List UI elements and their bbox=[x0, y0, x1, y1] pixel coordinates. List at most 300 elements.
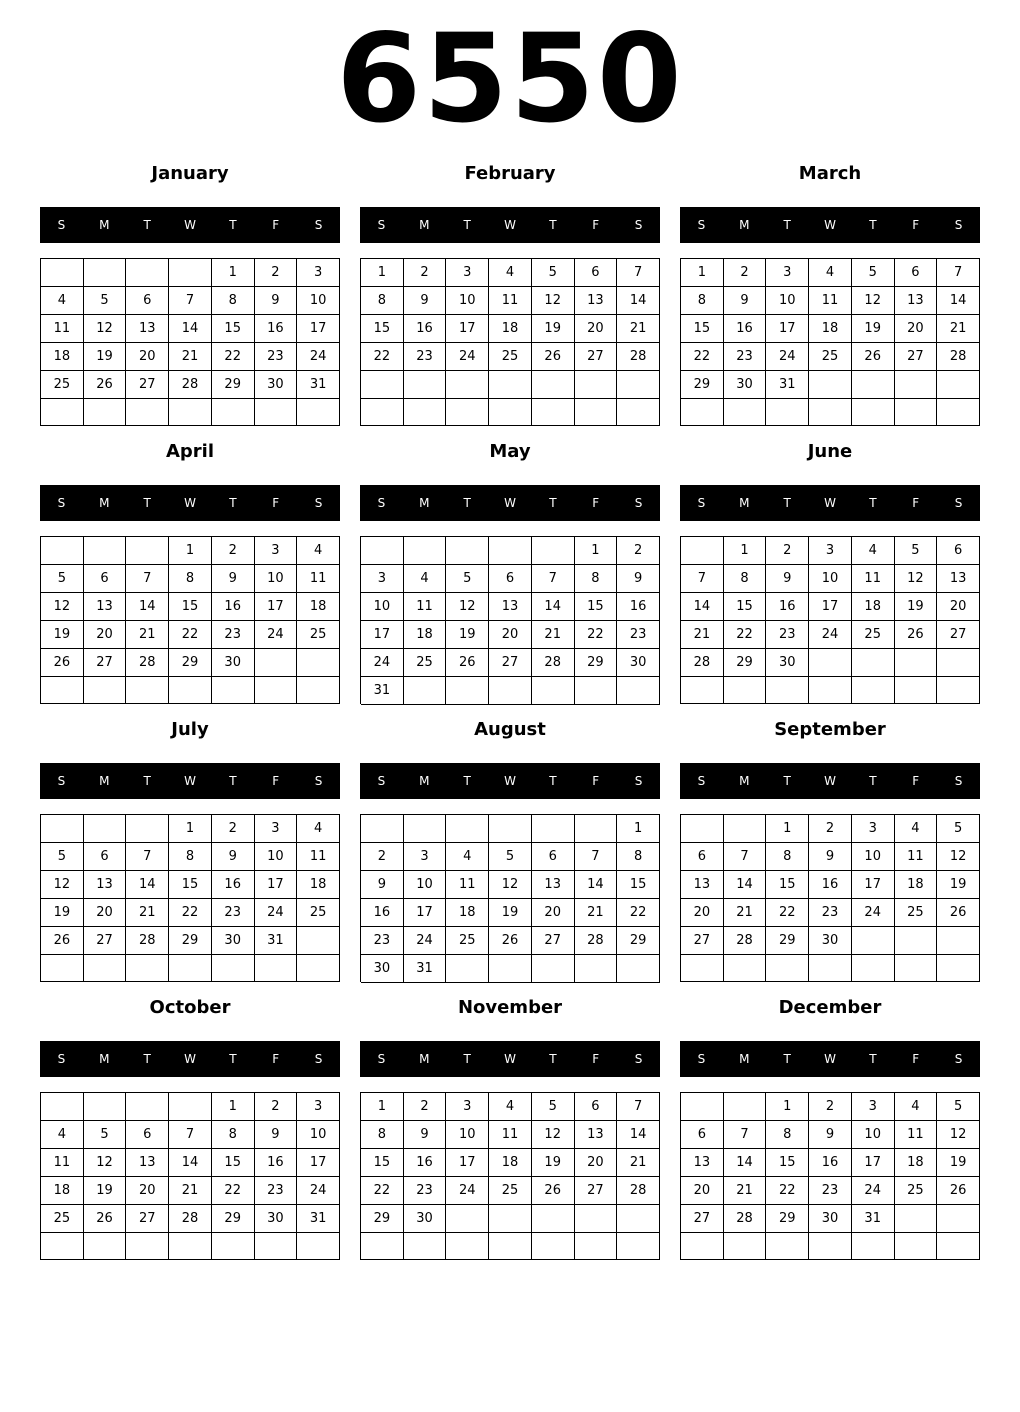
month-name: January bbox=[151, 163, 229, 184]
day-cell bbox=[575, 677, 618, 705]
month-name: March bbox=[798, 163, 862, 184]
day-cell: 1 bbox=[724, 537, 767, 565]
day-cell: 26 bbox=[895, 621, 938, 649]
weekday-label: S bbox=[954, 774, 963, 788]
weekday-label: T bbox=[869, 774, 877, 788]
day-cell: 11 bbox=[895, 843, 938, 871]
day-cell bbox=[361, 399, 404, 427]
weekday-label: T bbox=[229, 496, 237, 510]
day-cell: 23 bbox=[255, 343, 298, 371]
day-grid bbox=[680, 814, 980, 982]
day-cell: 1 bbox=[617, 815, 660, 843]
day-cell bbox=[255, 677, 298, 704]
month-name: December bbox=[778, 997, 882, 1018]
weekday-label: F bbox=[912, 496, 920, 510]
weekday-label: S bbox=[634, 496, 643, 510]
day-grid bbox=[680, 258, 980, 426]
day-cell: 20 bbox=[84, 621, 127, 649]
day-cell: 27 bbox=[126, 371, 169, 399]
day-cell: 5 bbox=[937, 1093, 980, 1121]
day-cell: 26 bbox=[41, 927, 84, 955]
day-cell bbox=[724, 399, 767, 426]
weekday-label: M bbox=[739, 496, 750, 510]
day-cell: 20 bbox=[937, 593, 980, 621]
weekday-label: M bbox=[99, 496, 110, 510]
day-cell: 16 bbox=[361, 899, 404, 927]
day-cell: 20 bbox=[532, 899, 575, 927]
weekday-label: W bbox=[184, 1052, 196, 1066]
year-title: 6550 bbox=[336, 8, 684, 150]
day-cell bbox=[681, 955, 724, 982]
day-cell: 18 bbox=[41, 1177, 84, 1205]
day-cell: 11 bbox=[446, 871, 489, 899]
day-cell: 29 bbox=[361, 1205, 404, 1233]
day-cell: 3 bbox=[446, 259, 489, 287]
day-cell: 13 bbox=[84, 871, 127, 899]
day-cell: 23 bbox=[404, 343, 447, 371]
weekday-label: F bbox=[912, 218, 920, 232]
day-cell bbox=[489, 677, 532, 705]
weekday-label: M bbox=[99, 774, 110, 788]
day-cell bbox=[446, 399, 489, 427]
weekday-label: T bbox=[549, 774, 557, 788]
day-cell: 31 bbox=[297, 371, 340, 399]
day-cell bbox=[681, 677, 724, 704]
day-cell: 25 bbox=[41, 371, 84, 399]
day-cell: 14 bbox=[126, 871, 169, 899]
day-cell: 21 bbox=[575, 899, 618, 927]
day-cell bbox=[852, 371, 895, 399]
day-cell: 26 bbox=[41, 649, 84, 677]
day-cell: 16 bbox=[809, 1149, 852, 1177]
weekday-label: S bbox=[634, 774, 643, 788]
day-cell: 29 bbox=[575, 649, 618, 677]
day-cell: 10 bbox=[361, 593, 404, 621]
day-cell: 9 bbox=[361, 871, 404, 899]
day-cell: 29 bbox=[212, 371, 255, 399]
day-cell: 25 bbox=[297, 899, 340, 927]
day-cell: 3 bbox=[766, 259, 809, 287]
day-cell: 23 bbox=[212, 621, 255, 649]
day-cell: 22 bbox=[361, 1177, 404, 1205]
day-cell: 8 bbox=[361, 287, 404, 315]
day-cell: 3 bbox=[361, 565, 404, 593]
day-cell: 19 bbox=[489, 899, 532, 927]
day-cell: 14 bbox=[126, 593, 169, 621]
day-cell: 9 bbox=[212, 565, 255, 593]
day-cell bbox=[169, 399, 212, 426]
day-cell: 12 bbox=[532, 1121, 575, 1149]
day-cell: 2 bbox=[255, 1093, 298, 1121]
day-cell bbox=[446, 815, 489, 843]
day-cell bbox=[809, 1233, 852, 1260]
day-cell: 14 bbox=[617, 287, 660, 315]
day-cell bbox=[724, 1233, 767, 1260]
day-cell: 19 bbox=[895, 593, 938, 621]
day-cell: 25 bbox=[489, 1177, 532, 1205]
day-cell: 30 bbox=[617, 649, 660, 677]
day-cell bbox=[297, 677, 340, 704]
day-cell: 27 bbox=[84, 649, 127, 677]
weekday-label: F bbox=[272, 218, 280, 232]
day-cell bbox=[766, 677, 809, 704]
weekday-label: S bbox=[697, 1052, 706, 1066]
day-cell: 9 bbox=[809, 843, 852, 871]
day-cell: 19 bbox=[446, 621, 489, 649]
day-cell: 5 bbox=[41, 843, 84, 871]
day-cell bbox=[532, 399, 575, 427]
month-november bbox=[360, 998, 660, 1260]
day-cell: 13 bbox=[489, 593, 532, 621]
day-cell: 24 bbox=[852, 1177, 895, 1205]
day-cell: 16 bbox=[212, 871, 255, 899]
weekday-header bbox=[360, 763, 660, 799]
day-cell: 14 bbox=[937, 287, 980, 315]
day-cell: 19 bbox=[84, 343, 127, 371]
day-cell bbox=[169, 1093, 212, 1121]
day-cell bbox=[681, 815, 724, 843]
day-cell: 26 bbox=[852, 343, 895, 371]
day-cell: 11 bbox=[489, 1121, 532, 1149]
day-cell bbox=[212, 955, 255, 982]
day-cell: 1 bbox=[575, 537, 618, 565]
day-cell: 10 bbox=[255, 843, 298, 871]
day-cell: 24 bbox=[809, 621, 852, 649]
day-cell bbox=[895, 399, 938, 426]
day-cell: 11 bbox=[297, 565, 340, 593]
day-cell bbox=[404, 399, 447, 427]
month-name: July bbox=[171, 719, 209, 740]
day-cell: 7 bbox=[575, 843, 618, 871]
weekday-label: T bbox=[463, 496, 471, 510]
day-cell: 5 bbox=[84, 287, 127, 315]
weekday-label: S bbox=[954, 496, 963, 510]
day-cell: 23 bbox=[255, 1177, 298, 1205]
day-cell: 3 bbox=[852, 815, 895, 843]
day-cell: 13 bbox=[681, 871, 724, 899]
day-cell: 22 bbox=[724, 621, 767, 649]
day-cell bbox=[937, 927, 980, 955]
day-cell bbox=[41, 815, 84, 843]
day-cell bbox=[809, 955, 852, 982]
day-cell: 18 bbox=[41, 343, 84, 371]
day-cell: 18 bbox=[297, 871, 340, 899]
day-cell bbox=[895, 927, 938, 955]
weekday-label: W bbox=[824, 496, 836, 510]
day-cell: 9 bbox=[255, 1121, 298, 1149]
day-cell: 6 bbox=[575, 1093, 618, 1121]
day-cell: 16 bbox=[724, 315, 767, 343]
day-cell: 17 bbox=[446, 1149, 489, 1177]
day-cell: 16 bbox=[809, 871, 852, 899]
day-cell: 29 bbox=[212, 1205, 255, 1233]
day-grid bbox=[360, 258, 660, 426]
day-cell: 2 bbox=[361, 843, 404, 871]
day-cell: 31 bbox=[361, 677, 404, 705]
day-cell: 23 bbox=[212, 899, 255, 927]
day-cell bbox=[852, 677, 895, 704]
day-cell bbox=[446, 955, 489, 983]
day-cell: 3 bbox=[852, 1093, 895, 1121]
day-cell: 2 bbox=[617, 537, 660, 565]
day-cell: 30 bbox=[255, 1205, 298, 1233]
day-cell: 28 bbox=[126, 927, 169, 955]
day-cell: 13 bbox=[575, 1121, 618, 1149]
day-cell: 24 bbox=[852, 899, 895, 927]
day-cell bbox=[852, 955, 895, 982]
day-cell: 12 bbox=[446, 593, 489, 621]
day-cell bbox=[297, 927, 340, 955]
day-cell bbox=[84, 1093, 127, 1121]
day-cell bbox=[575, 815, 618, 843]
day-cell: 30 bbox=[809, 1205, 852, 1233]
day-cell: 26 bbox=[84, 1205, 127, 1233]
day-cell: 27 bbox=[84, 927, 127, 955]
day-cell: 4 bbox=[809, 259, 852, 287]
day-cell: 28 bbox=[617, 343, 660, 371]
day-cell: 17 bbox=[852, 871, 895, 899]
day-cell bbox=[681, 1093, 724, 1121]
day-cell: 4 bbox=[446, 843, 489, 871]
day-cell: 1 bbox=[766, 815, 809, 843]
day-cell bbox=[255, 1233, 298, 1260]
day-cell: 17 bbox=[255, 593, 298, 621]
day-cell: 26 bbox=[532, 1177, 575, 1205]
day-cell: 5 bbox=[41, 565, 84, 593]
weekday-label: F bbox=[592, 218, 600, 232]
weekday-label: W bbox=[184, 774, 196, 788]
day-cell: 13 bbox=[575, 287, 618, 315]
day-cell bbox=[766, 955, 809, 982]
day-cell: 26 bbox=[937, 899, 980, 927]
weekday-header bbox=[680, 1041, 980, 1077]
day-cell: 15 bbox=[724, 593, 767, 621]
day-cell bbox=[532, 815, 575, 843]
day-cell: 20 bbox=[575, 1149, 618, 1177]
month-january bbox=[40, 164, 340, 426]
day-cell: 1 bbox=[212, 259, 255, 287]
day-cell: 8 bbox=[681, 287, 724, 315]
day-cell: 31 bbox=[297, 1205, 340, 1233]
day-cell: 16 bbox=[212, 593, 255, 621]
day-cell bbox=[41, 1093, 84, 1121]
day-cell: 24 bbox=[404, 927, 447, 955]
month-december bbox=[680, 998, 980, 1260]
weekday-label: M bbox=[419, 218, 430, 232]
day-cell bbox=[126, 955, 169, 982]
day-cell bbox=[84, 537, 127, 565]
day-cell: 27 bbox=[532, 927, 575, 955]
day-cell bbox=[446, 537, 489, 565]
day-cell bbox=[84, 399, 127, 426]
day-cell: 9 bbox=[766, 565, 809, 593]
day-cell bbox=[937, 1233, 980, 1260]
day-cell: 29 bbox=[766, 927, 809, 955]
day-cell: 17 bbox=[809, 593, 852, 621]
day-cell: 21 bbox=[617, 1149, 660, 1177]
day-cell: 14 bbox=[575, 871, 618, 899]
day-cell: 6 bbox=[126, 287, 169, 315]
day-cell bbox=[404, 677, 447, 705]
day-cell: 4 bbox=[297, 537, 340, 565]
day-cell: 28 bbox=[575, 927, 618, 955]
day-cell: 22 bbox=[681, 343, 724, 371]
day-cell: 14 bbox=[532, 593, 575, 621]
weekday-header bbox=[680, 763, 980, 799]
weekday-label: T bbox=[143, 774, 151, 788]
day-cell: 7 bbox=[617, 1093, 660, 1121]
day-cell: 25 bbox=[41, 1205, 84, 1233]
day-grid bbox=[40, 1092, 340, 1260]
day-cell bbox=[489, 399, 532, 427]
day-cell: 5 bbox=[446, 565, 489, 593]
day-grid bbox=[360, 1092, 660, 1260]
weekday-label: M bbox=[419, 496, 430, 510]
day-cell: 17 bbox=[361, 621, 404, 649]
day-cell: 8 bbox=[724, 565, 767, 593]
day-cell bbox=[41, 259, 84, 287]
day-cell: 19 bbox=[937, 1149, 980, 1177]
day-cell: 22 bbox=[361, 343, 404, 371]
day-grid bbox=[680, 1092, 980, 1260]
day-cell: 7 bbox=[937, 259, 980, 287]
weekday-label: W bbox=[824, 774, 836, 788]
day-cell: 26 bbox=[937, 1177, 980, 1205]
weekday-label: F bbox=[592, 496, 600, 510]
day-cell: 7 bbox=[724, 1121, 767, 1149]
weekday-label: W bbox=[504, 496, 516, 510]
day-cell: 3 bbox=[255, 815, 298, 843]
weekday-label: S bbox=[954, 218, 963, 232]
day-cell: 3 bbox=[255, 537, 298, 565]
day-cell: 5 bbox=[937, 815, 980, 843]
day-cell: 15 bbox=[212, 315, 255, 343]
day-cell: 11 bbox=[41, 315, 84, 343]
day-cell: 14 bbox=[169, 315, 212, 343]
weekday-label: S bbox=[314, 496, 323, 510]
day-cell bbox=[84, 955, 127, 982]
weekday-label: T bbox=[549, 218, 557, 232]
weekday-label: M bbox=[419, 774, 430, 788]
day-cell bbox=[895, 649, 938, 677]
weekday-label: F bbox=[592, 774, 600, 788]
day-cell: 24 bbox=[361, 649, 404, 677]
day-cell: 12 bbox=[41, 871, 84, 899]
day-cell bbox=[361, 815, 404, 843]
weekday-label: S bbox=[57, 496, 66, 510]
day-cell: 13 bbox=[937, 565, 980, 593]
day-cell: 17 bbox=[766, 315, 809, 343]
day-cell: 29 bbox=[681, 371, 724, 399]
day-cell: 13 bbox=[681, 1149, 724, 1177]
weekday-label: F bbox=[272, 496, 280, 510]
weekday-label: W bbox=[184, 496, 196, 510]
day-cell: 16 bbox=[255, 315, 298, 343]
day-cell: 12 bbox=[937, 1121, 980, 1149]
day-cell: 12 bbox=[532, 287, 575, 315]
day-cell: 30 bbox=[404, 1205, 447, 1233]
day-cell: 25 bbox=[809, 343, 852, 371]
day-cell bbox=[681, 399, 724, 426]
day-cell: 9 bbox=[212, 843, 255, 871]
weekday-label: S bbox=[314, 218, 323, 232]
day-cell bbox=[212, 1233, 255, 1260]
weekday-header bbox=[360, 207, 660, 243]
day-cell bbox=[126, 1233, 169, 1260]
day-cell: 6 bbox=[84, 843, 127, 871]
day-cell bbox=[681, 537, 724, 565]
day-cell bbox=[169, 1233, 212, 1260]
day-cell: 30 bbox=[212, 649, 255, 677]
day-cell bbox=[937, 955, 980, 982]
day-cell: 11 bbox=[489, 287, 532, 315]
day-cell: 1 bbox=[681, 259, 724, 287]
day-cell bbox=[724, 815, 767, 843]
day-cell bbox=[766, 1233, 809, 1260]
day-cell: 15 bbox=[361, 1149, 404, 1177]
day-cell bbox=[617, 677, 660, 705]
weekday-label: M bbox=[419, 1052, 430, 1066]
day-cell: 15 bbox=[766, 1149, 809, 1177]
day-cell: 4 bbox=[489, 1093, 532, 1121]
day-cell bbox=[489, 371, 532, 399]
day-cell: 12 bbox=[84, 315, 127, 343]
day-cell: 31 bbox=[766, 371, 809, 399]
day-grid bbox=[40, 536, 340, 704]
day-cell: 16 bbox=[404, 1149, 447, 1177]
day-cell: 5 bbox=[895, 537, 938, 565]
day-cell: 21 bbox=[169, 343, 212, 371]
day-cell bbox=[41, 399, 84, 426]
day-cell: 30 bbox=[212, 927, 255, 955]
day-cell: 10 bbox=[404, 871, 447, 899]
day-cell bbox=[895, 1205, 938, 1233]
day-cell: 22 bbox=[212, 343, 255, 371]
month-name: May bbox=[489, 441, 531, 462]
day-cell: 17 bbox=[404, 899, 447, 927]
day-cell: 25 bbox=[446, 927, 489, 955]
weekday-header bbox=[680, 207, 980, 243]
weekday-header bbox=[360, 1041, 660, 1077]
month-name: November bbox=[457, 997, 563, 1018]
month-october bbox=[40, 998, 340, 1260]
weekday-label: S bbox=[57, 1052, 66, 1066]
weekday-label: S bbox=[377, 496, 386, 510]
day-cell: 7 bbox=[169, 287, 212, 315]
day-cell: 21 bbox=[937, 315, 980, 343]
weekday-label: T bbox=[463, 1052, 471, 1066]
day-cell bbox=[532, 677, 575, 705]
day-cell bbox=[532, 537, 575, 565]
day-cell bbox=[532, 955, 575, 983]
day-cell: 21 bbox=[617, 315, 660, 343]
day-cell: 18 bbox=[297, 593, 340, 621]
day-cell: 10 bbox=[766, 287, 809, 315]
day-cell bbox=[532, 371, 575, 399]
day-cell: 22 bbox=[617, 899, 660, 927]
day-cell bbox=[852, 927, 895, 955]
day-cell: 3 bbox=[809, 537, 852, 565]
day-cell: 28 bbox=[724, 1205, 767, 1233]
day-cell: 24 bbox=[446, 343, 489, 371]
day-cell: 18 bbox=[895, 871, 938, 899]
day-grid bbox=[40, 258, 340, 426]
month-july bbox=[40, 720, 340, 982]
day-cell bbox=[617, 371, 660, 399]
day-cell bbox=[489, 955, 532, 983]
day-cell: 5 bbox=[532, 259, 575, 287]
day-cell: 7 bbox=[617, 259, 660, 287]
